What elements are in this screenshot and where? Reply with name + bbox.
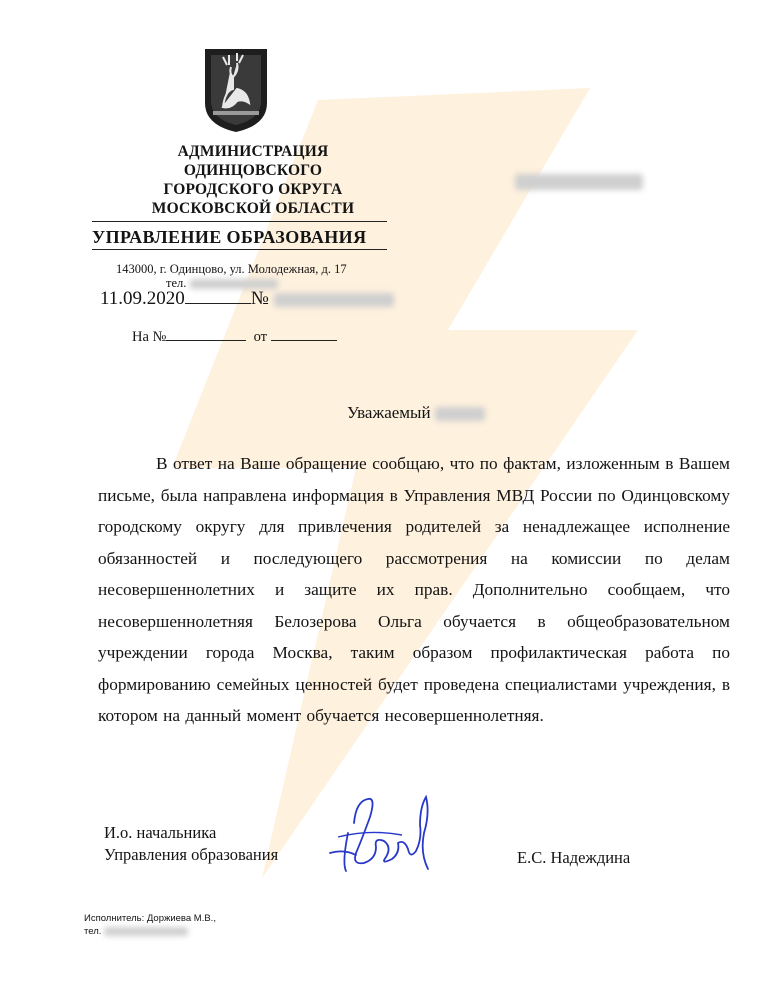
redacted-addressee — [435, 407, 485, 421]
letter-body: В ответ на Ваше обращение сообщаю, что по фактам, изложенным в Вашем письме, была направлена информация в Управления МВД России по Одинцовскому городскому округу для привлечения родителей за ненадлежащее исполнение обязанностей и последующего рассмотрения на комиссии по делам несовершеннолетних и защите их прав. Дополнительно сообщаем, что несовершеннолетняя Белозерова Ольга обучается в общеобразовательном учреждении города Москва, таким образом профилактическая работа по формированию семейных ценностей будет проведена специалистами учреждения, в котором на данный момент обучается несовершеннолетняя. — [98, 454, 730, 725]
org-line: АДМИНИСТРАЦИЯ — [177, 143, 329, 160]
executor-line: Исполнитель: Доржиева М.В., — [84, 913, 216, 924]
phone-label: тел. — [166, 276, 187, 290]
coat-of-arms-icon — [203, 47, 269, 133]
executor-phone — [84, 925, 216, 938]
greeting-word: Уважаемый — [347, 403, 431, 422]
na-label: На № — [132, 329, 167, 345]
redacted-executor-phone — [104, 927, 188, 936]
divider — [92, 249, 387, 250]
signatory-position — [104, 822, 278, 866]
redacted-recipient — [515, 174, 643, 190]
org-line: ГОРОДСКОГО ОКРУГА — [163, 181, 343, 198]
recipient — [515, 173, 643, 191]
letter-date: 11.09.2020 — [100, 288, 185, 309]
number-sign: № — [250, 288, 269, 309]
handwritten-signature — [326, 793, 438, 875]
address: 143000, г. Одинцово, ул. Молодежная, д. 17 — [116, 262, 347, 276]
number-blank — [185, 287, 251, 304]
org-line: ОДИНЦОВСКОГО — [183, 162, 323, 179]
position-line: Управления образования — [104, 845, 279, 864]
ot-label: от — [253, 329, 268, 345]
outgoing-reference — [100, 287, 394, 310]
position-line: И.о. начальника — [104, 823, 217, 842]
department-name: УПРАВЛЕНИЕ ОБРАЗОВАНИЯ — [92, 227, 367, 247]
org-line: МОСКОВСКОЙ ОБЛАСТИ — [151, 200, 355, 217]
executor-info — [84, 912, 216, 938]
divider — [92, 221, 387, 222]
executor-phone-label: тел. — [84, 926, 102, 937]
incoming-reference — [132, 328, 337, 346]
signatory-name: Е.С. Надеждина — [517, 848, 631, 867]
redacted-number — [274, 293, 394, 307]
na-blank — [166, 328, 246, 341]
ot-blank — [271, 328, 337, 341]
organization-name — [128, 142, 378, 218]
greeting — [347, 403, 485, 423]
